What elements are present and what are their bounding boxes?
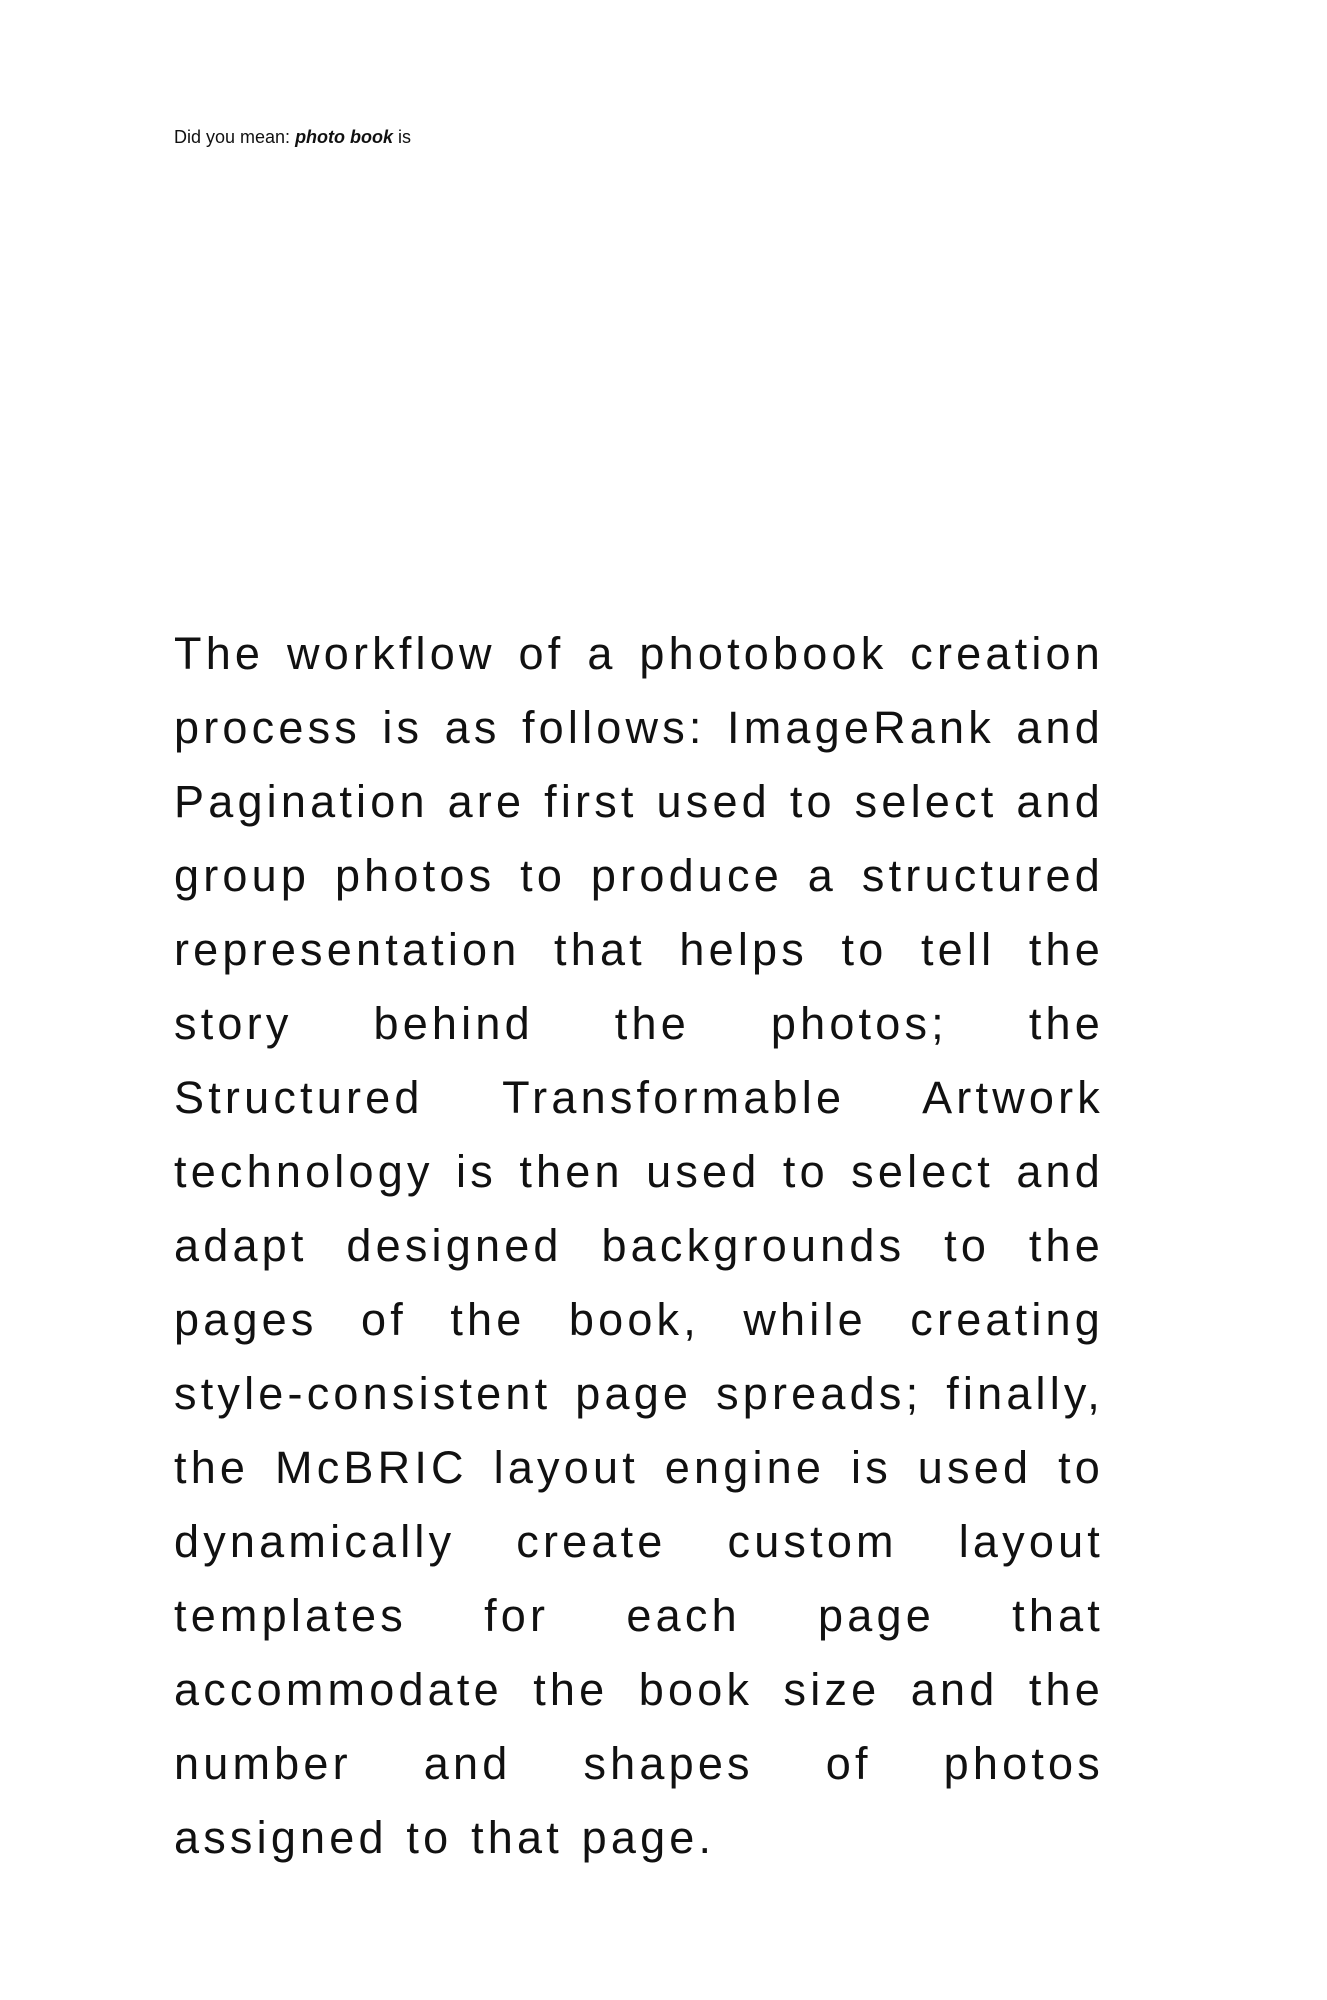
did-you-mean-suggestion	[174, 125, 411, 149]
body-paragraph: The workflow of a photobook creation process is as follows: ImageRank and Pagination are first used to select and group photos to produce a structured representation that helps to tell the story behind the photos; the Structured Transformable Artwork technology is then used to select and adapt designed backgrounds to the pages of the book, while creating style-consistent page spreads; finally, the McBRIC layout engine is used to dynamically create custom layout templates for each page that accommodate the book size and the number and shapes of photos assigned to that page.	[174, 628, 1104, 1863]
suggestion-prefix: Did you mean:	[174, 127, 296, 147]
suggestion-suffix: is	[393, 127, 412, 147]
suggested-term-link[interactable]: photo book	[295, 127, 394, 147]
